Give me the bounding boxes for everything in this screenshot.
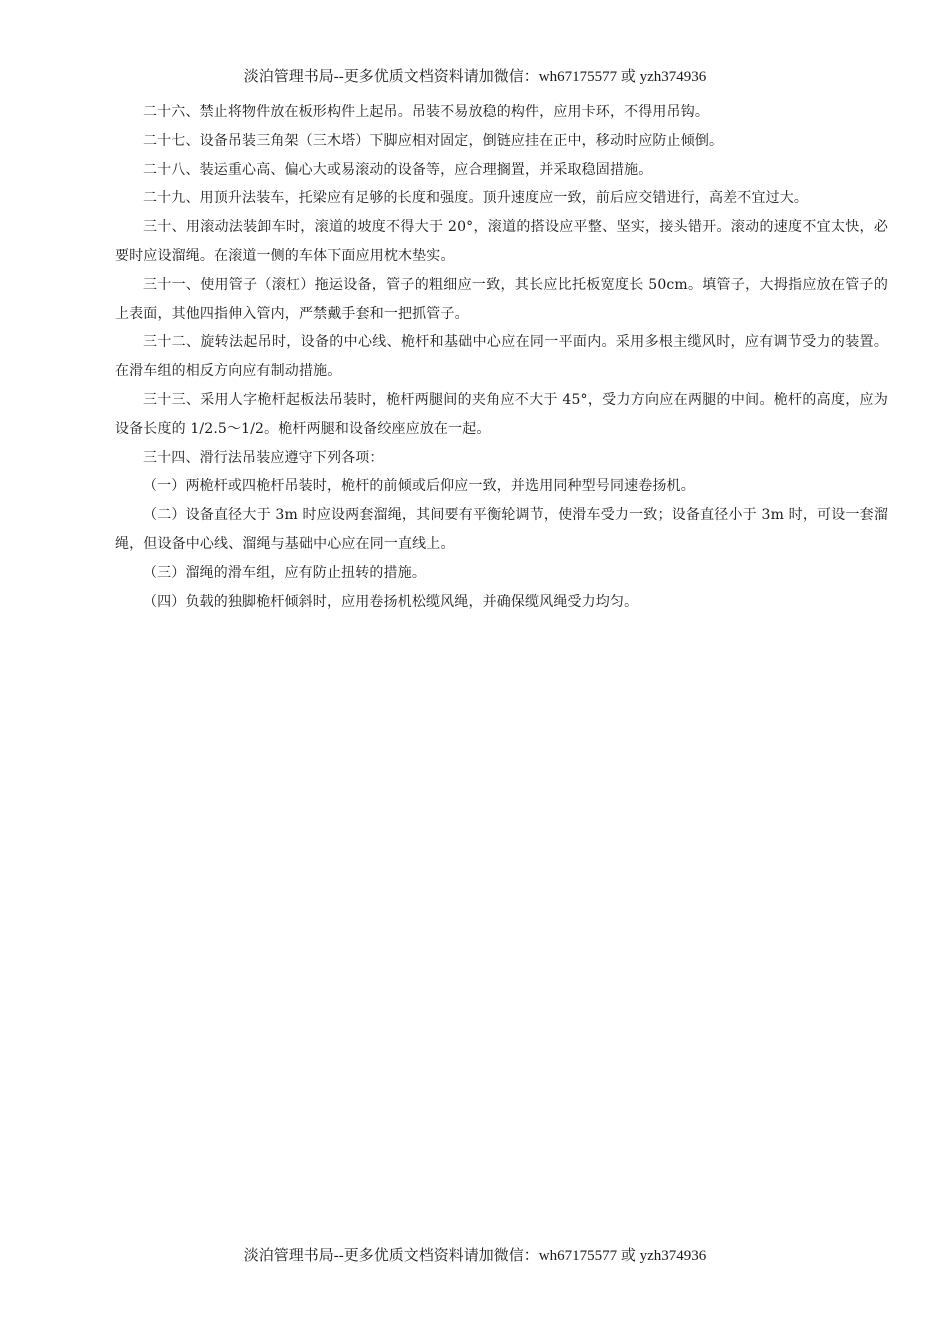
paragraph-33: 三十三、采用人字桅杆起板法吊装时，桅杆两腿间的夹角应不大于 45°，受力方向应在两腿的中间。桅杆的高度，应为设备长度的 1/2.5～1/2。桅杆两腿和设备绞座应放在一起。 xyxy=(115,391,888,437)
page-header: 淡泊管理书局--更多优质文档资料请加微信：wh67175577 或 yzh374936 xyxy=(243,69,707,85)
paragraph-30: 三十、用滚动法装卸车时，滚道的坡度不得大于 20°，滚道的搭设应平整、坚实，接头错开。滚动的速度不宜太快，必要时应设溜绳。在滚道一侧的车体下面应用枕木垫实。 xyxy=(115,219,888,264)
paragraph-32: 三十二、旋转法起吊时，设备的中心线、桅杆和基础中心应在同一平面内。采用多根主缆风时，应有调节受力的装置。在滑车组的相反方向应有制动措施。 xyxy=(115,334,888,380)
paragraph-27: 二十七、设备吊装三角架（三木塔）下脚应相对固定，倒链应挂在正中，移动时应防止倾倒。 xyxy=(143,132,724,149)
paragraph-31: 三十一、使用管子（滚杠）拖运设备，管子的粗细应一致，其长应比托板宽度长 50cm。填管子，大拇指应放在管子的上表面，其他四指伸入管内，严禁戴手套和一把抓管子。 xyxy=(115,276,888,322)
page-footer: 淡泊管理书局--更多优质文档资料请加微信：wh67175577 或 yzh374936 xyxy=(243,1248,707,1264)
paragraph-34: 三十四、滑行法吊装应遵守下列各项： xyxy=(143,449,384,466)
paragraph-29: 二十九、用顶升法装车，托梁应有足够的长度和强度。顶升速度应一致，前后应交错进行，高差不宜过大。 xyxy=(143,190,809,207)
sub-item-4: （四）负载的独脚桅杆倾斜时，应用卷扬机松缆风绳，并确保缆风绳受力均匀。 xyxy=(143,593,639,610)
sub-item-3: （三）溜绳的滑车组，应有防止扭转的措施。 xyxy=(143,564,426,581)
sub-item-2: （二）设备直径大于 3m 时应设两套溜绳，其间要有平衡轮调节，使滑车受力一致；设备直径小于 3m 时，可设一套溜绳，但设备中心线、溜绳与基础中心应在同一直线上。 xyxy=(115,507,888,552)
sub-item-1: （一）两桅杆或四桅杆吊装时，桅杆的前倾或后仰应一致，并选用同种型号同速卷扬机。 xyxy=(143,478,695,495)
document-body xyxy=(115,98,888,616)
paragraph-26: 二十六、禁止将物件放在板形构件上起吊。吊装不易放稳的构件，应用卡环，不得用吊钩。 xyxy=(143,104,709,120)
paragraph-28: 二十八、装运重心高、偏心大或易滚动的设备等，应合理搁置，并采取稳固措施。 xyxy=(143,161,653,178)
